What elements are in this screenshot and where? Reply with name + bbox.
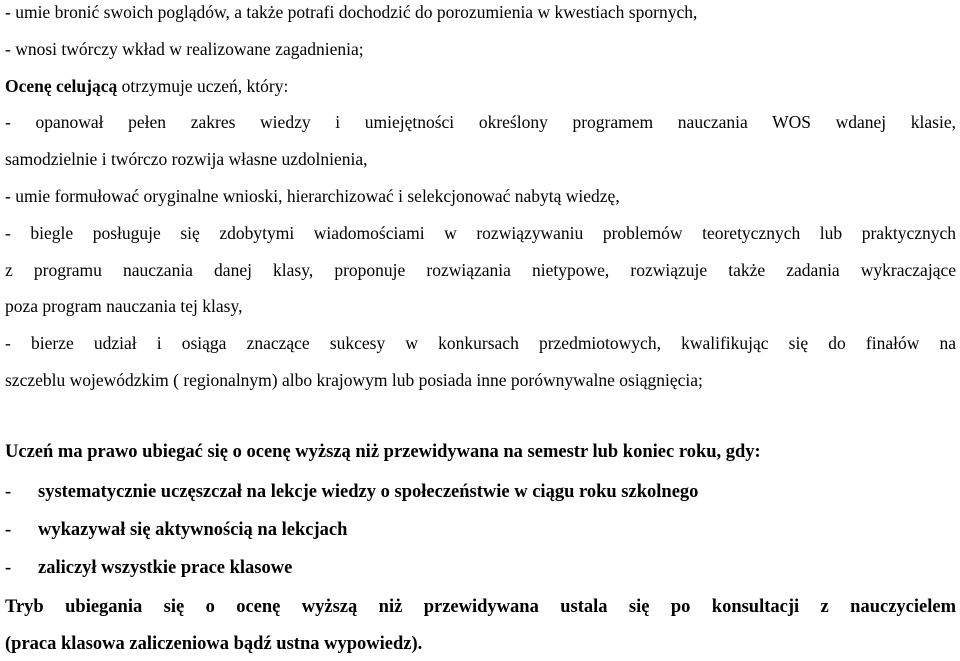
section-heading: Uczeń ma prawo ubiegać się o ocenę wyższą niż przewidywana na semestr lub koniec roku, gdy: — [5, 442, 761, 462]
condition-text: wykazywał się aktywnością na lekcjach — [38, 520, 348, 540]
text-line: - bierze udział i osiąga znaczące sukcesy w konkursach przedmiotowych, kwalifikując się do finałów na — [5, 333, 956, 353]
text-line: - opanował pełen zakres wiedzy i umiejętności określony programem nauczania WOS wdanej klasie, — [5, 112, 956, 132]
condition-item — [5, 520, 347, 540]
text-line — [5, 76, 288, 96]
list-dash: - — [5, 558, 12, 578]
list-dash: - — [5, 482, 12, 502]
text-line: samodzielnie i twórczo rozwija własne uzdolnienia, — [5, 149, 368, 169]
procedure-line: Tryb ubiegania się o ocenę wyższą niż przewidywana ustala się po konsultacji z nauczycielem — [5, 597, 956, 617]
procedure-line: (praca klasowa zaliczeniowa bądź ustna wypowiedz). — [5, 634, 423, 654]
grade-label: Ocenę celującą — [5, 76, 118, 96]
text-line: z programu nauczania danej klasy, proponuje rozwiązania nietypowe, rozwiązuje także zadania wykraczające — [5, 260, 956, 280]
text-line: poza program nauczania tej klasy, — [5, 296, 243, 316]
grade-label-suffix: otrzymuje uczeń, który: — [121, 76, 289, 96]
list-dash: - — [5, 520, 12, 540]
text-line: - umie formułować oryginalne wnioski, hierarchizować i selekcjonować nabytą wiedzę, — [5, 186, 620, 206]
text-line: - umie bronić swoich poglądów, a także potrafi dochodzić do porozumienia w kwestiach spornych, — [5, 2, 698, 22]
condition-text: systematycznie uczęszczał na lekcje wiedzy o społeczeństwie w ciągu roku szkolnego — [38, 482, 699, 502]
text-line: - biegle posługuje się zdobytymi wiadomościami w rozwiązywaniu problemów teoretycznych lub praktycznych — [5, 223, 956, 243]
condition-text: zaliczył wszystkie prace klasowe — [38, 558, 293, 578]
text-line: szczeblu wojewódzkim ( regionalnym) albo krajowym lub posiada inne porównywalne osiągnięcia; — [5, 370, 703, 390]
text-line: - wnosi twórczy wkład w realizowane zagadnienia; — [5, 39, 364, 59]
condition-item — [5, 482, 698, 502]
condition-item — [5, 558, 292, 578]
